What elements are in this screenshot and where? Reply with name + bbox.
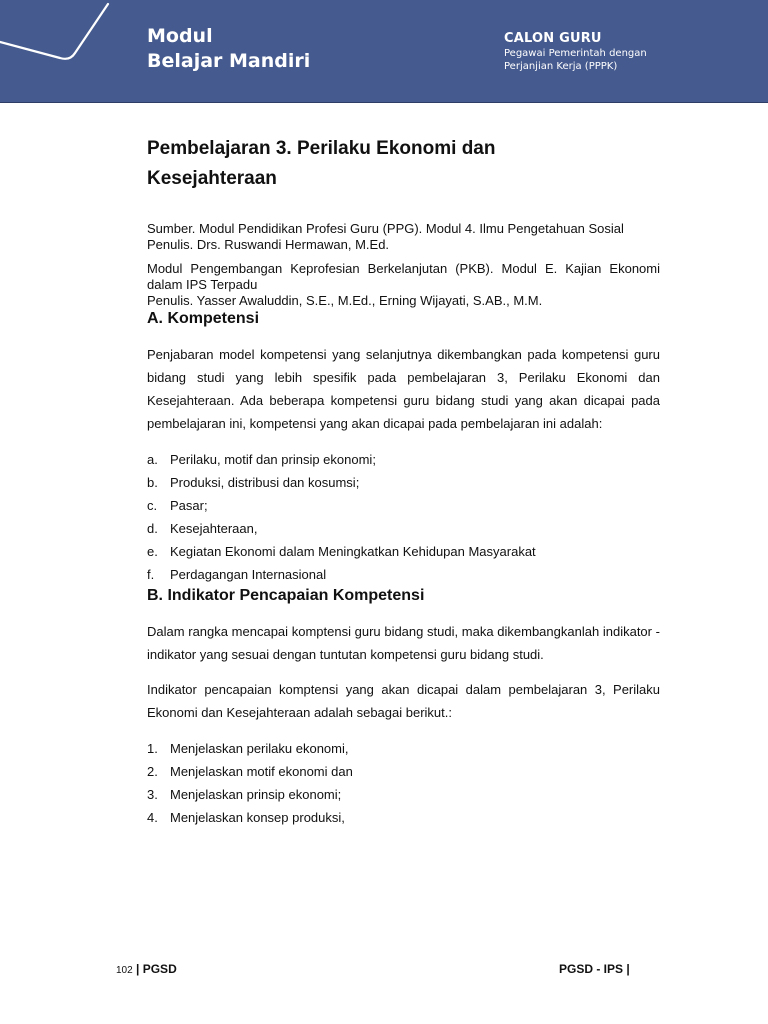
footer-right-label: PGSD - IPS |: [559, 962, 630, 976]
list-item-text: Menjelaskan motif ekonomi dan: [170, 764, 353, 779]
list-item-text: Kesejahteraan,: [170, 521, 258, 536]
source-text: Sumber. Modul Pendidikan Profesi Guru (PPG). Modul 4. Ilmu Pengetahuan Sosial: [147, 221, 624, 236]
list-item: [147, 540, 660, 563]
module-brand: [147, 24, 310, 74]
list-marker: a.: [147, 452, 158, 467]
footer-left: [116, 962, 177, 976]
list-item-text: Pasar;: [170, 498, 208, 513]
list-item: [147, 760, 660, 783]
source-author: Penulis. Drs. Ruswandi Hermawan, M.Ed.: [147, 237, 390, 252]
brand-line-2: Belajar Mandiri: [147, 50, 311, 72]
list-item: [147, 806, 660, 829]
list-marker: 3.: [147, 787, 158, 802]
list-item: [147, 737, 660, 760]
page-number: 102: [116, 965, 133, 976]
list-item-text: Menjelaskan perilaku ekonomi,: [170, 741, 349, 756]
section-a-heading: A. Kompetensi: [147, 310, 260, 327]
section-b-paragraph-2: Indikator pencapaian komptensi yang akan dicapai dalam pembelajaran 3, Perilaku Ekonomi dan Kesejahteraan adalah sebagai berikut.:: [147, 682, 660, 720]
page-content: [147, 134, 660, 829]
list-item-text: Perdagangan Internasional: [170, 567, 327, 582]
page-header: [0, 0, 768, 103]
list-item-text: Menjelaskan prinsip ekonomi;: [170, 787, 342, 802]
list-marker: 2.: [147, 764, 158, 779]
list-item: [147, 563, 660, 586]
competency-list: [147, 448, 660, 586]
source-text: Modul Pengembangan Keprofesian Berkelanjutan (PKB). Modul E. Kajian Ekonomi dalam IPS Terpadu: [147, 261, 660, 292]
section-a-paragraph: Penjabaran model kompetensi yang selanjutnya dikembangkan pada kompetensi guru bidang studi yang lebih spesifik pada pembelajaran 3, Perilaku Ekonomi dan Kesejahteraan. Ada beberapa kompetensi guru bidang studi yang akan dicapai pada pembelajaran ini, kompetensi yang akan dicapai pada pembelajaran ini adalah:: [147, 347, 660, 431]
header-audience: [504, 30, 647, 73]
list-marker: f.: [147, 567, 155, 582]
list-marker: b.: [147, 475, 158, 490]
title-line-2: Kesejahteraan: [147, 168, 277, 189]
source-entry: [147, 261, 660, 309]
audience-subtitle-2: Perjanjian Kerja (PPPK): [504, 61, 618, 72]
source-entry: [147, 221, 660, 253]
page-footer: [0, 960, 768, 976]
footer-left-label: | PGSD: [136, 962, 177, 976]
section-b-paragraph-1: Dalam rangka mencapai komptensi guru bidang studi, maka dikembangkanlah indikator - indikator yang sesuai dengan tuntutan kompetensi guru bidang studi.: [147, 624, 660, 662]
list-marker: c.: [147, 498, 158, 513]
list-item: [147, 471, 660, 494]
list-item: [147, 783, 660, 806]
source-author: Penulis. Yasser Awaluddin, S.E., M.Ed., Erning Wijayati, S.AB., M.M.: [147, 293, 543, 308]
list-item: [147, 494, 660, 517]
list-item: [147, 448, 660, 471]
indicator-list: [147, 737, 660, 829]
list-item-text: Perilaku, motif dan prinsip ekonomi;: [170, 452, 376, 467]
page-title: [147, 134, 660, 194]
section-b-heading: B. Indikator Pencapaian Kompetensi: [147, 587, 425, 604]
list-marker: e.: [147, 544, 158, 559]
sources-block: [147, 221, 660, 309]
list-item-text: Produksi, distribusi dan kosumsi;: [170, 475, 360, 490]
list-marker: 1.: [147, 741, 158, 756]
header-decoration-icon: [0, 0, 130, 103]
list-marker: d.: [147, 521, 158, 536]
list-item-text: Menjelaskan konsep produksi,: [170, 810, 345, 825]
list-marker: 4.: [147, 810, 158, 825]
audience-subtitle-1: Pegawai Pemerintah dengan: [504, 48, 647, 59]
list-item: [147, 517, 660, 540]
audience-title: CALON GURU: [504, 31, 602, 46]
list-item-text: Kegiatan Ekonomi dalam Meningkatkan Kehidupan Masyarakat: [170, 544, 536, 559]
brand-line-1: Modul: [147, 25, 213, 47]
title-line-1: Pembelajaran 3. Perilaku Ekonomi dan: [147, 138, 496, 159]
